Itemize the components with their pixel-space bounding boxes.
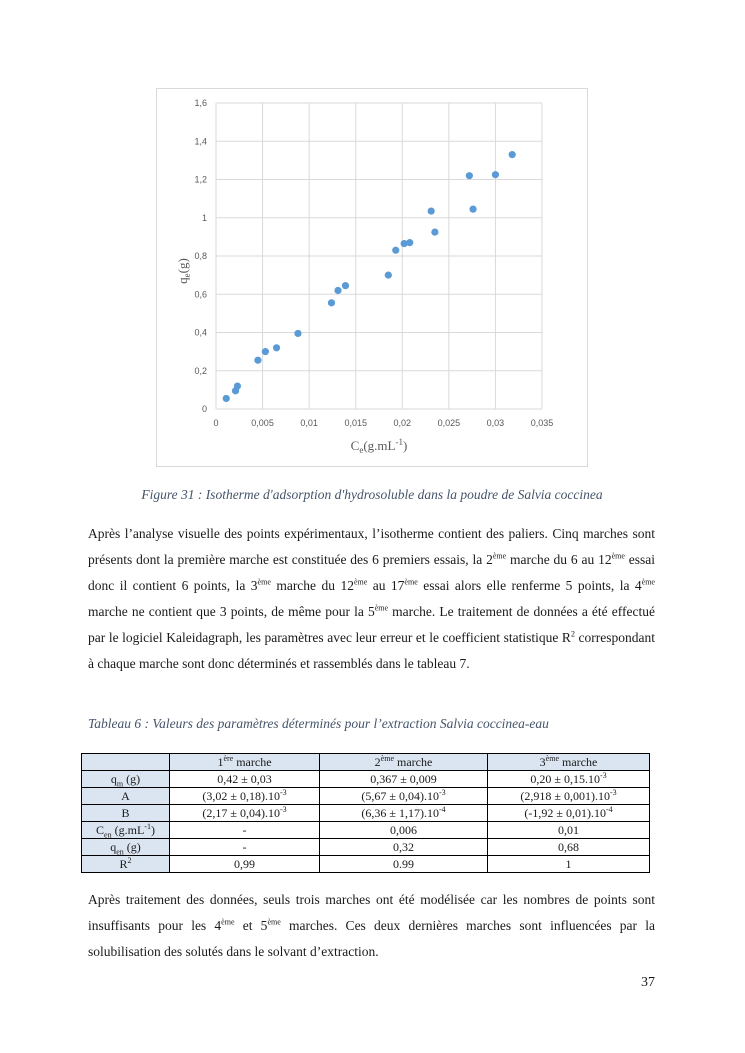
body-paragraph-2: Après traitement des données, seuls trois marches ont été modélisée car les nombres de points sont insuffisants pour les 4ème et 5ème marches. Ces deux dernières marches sont influencées par la solubilisation des solutés dans le solvant d’extraction. [88,892,655,959]
table-cell: 0.99 [320,856,488,873]
row-label-b: B [82,805,170,822]
x-tick-label: 0,03 [486,418,505,428]
parameters-table [81,753,650,873]
table-cell: $(2,918 \pm 0,001).10^{-3}$ [488,788,650,805]
x-tick-label: 0,01 [300,418,318,428]
x-tick-label: 0,035 [530,418,554,428]
data-point [234,382,241,389]
data-point [392,247,399,254]
table-cell: $(5,67 \pm 0,04).10^{-3}$ [320,788,488,805]
data-point [431,228,438,235]
data-point [223,395,230,402]
y-tick-label: 1,2 [194,174,207,185]
y-axis-title: $q_e(g)$ [175,258,192,284]
table-cell: $(2,17 \pm 0,04).10^{-3}$ [170,805,320,822]
page-number: 37 [641,975,655,990]
data-point [328,299,335,306]
table-cell: 0,32 [320,839,488,856]
table-cell: 0,367 ± 0,009 [320,771,488,788]
header-marche-1: 1ère marche [170,754,320,771]
row-label-r2: $R^2$ [82,856,170,873]
x-tick-label: 0,025 [437,418,461,428]
y-tick-label: 0,6 [194,289,207,300]
table-caption: Tableau 6 : Valeurs des paramètres déterminés pour l’extraction Salvia coccinea-eau [88,716,549,731]
table-cell: - [170,822,320,839]
y-tick-label: 1,4 [194,136,207,147]
data-point [492,171,499,178]
header-marche-2: 2ème marche [320,754,488,771]
body-paragraph-1: Après l’analyse visuelle des points expérimentaux, l’isotherme contient des paliers. Cinq marches sont présents dont la première marche est constituée des 6 premiers essais, la 2ème marche du 6 au 12ème essai donc il contient 6 points, la 3ème marche du 12ème au 17ème essai alors elle renferme 5 points, la 4ème marche ne contient que 3 points, de même pour la 5ème marche. Le traitement de données a été effectué par le logiciel Kaleidagraph, les paramètres avec leur erreur et le coefficient statistique $R^2$ correspondant à chaque marche sont donc déterminés et rassemblés dans le tableau 7. [88,526,655,671]
table-row-a [82,788,650,805]
x-tick-label: 0 [213,418,219,428]
row-label-a: A [82,788,170,805]
table-cell: 1 [488,856,650,873]
table-cell: 0,42 ± 0,03 [170,771,320,788]
table-cell: 0,006 [320,822,488,839]
row-label-qm: $q_m$ (g) [82,771,170,788]
data-point [406,239,413,246]
scatter-chart [156,88,588,467]
data-point [262,348,269,355]
figure-caption: Figure 31 : Isotherme d'adsorption d'hydrosoluble dans la poudre de Salvia coccinea [141,487,603,502]
table-cell: $(6,36 \pm 1,17).10^{-4}$ [320,805,488,822]
y-tick-label: 0,2 [194,365,207,376]
x-tick-label: 0,005 [251,418,274,428]
table-row-qen [82,839,650,856]
table-cell: 0,99 [170,856,320,873]
y-tick-label: 0,4 [194,327,207,338]
data-point [273,344,280,351]
scatter-chart-svg [157,89,589,468]
data-point [466,172,473,179]
table-cell: 0,68 [488,839,650,856]
table-header-row [82,754,650,771]
y-tick-label: 0,8 [194,251,207,261]
data-point [334,287,341,294]
data-point [385,272,392,279]
table-cell: $(-1,92 \pm 0,01).10^{-4}$ [488,805,650,822]
data-point [428,207,435,214]
data-point [342,282,349,289]
data-point [509,151,516,158]
x-tick-label: 0,02 [393,418,412,428]
y-tick-label: 0 [201,404,207,414]
table-row-r2 [82,856,650,873]
data-point [294,330,301,337]
data-point [469,206,476,213]
table-cell: $(3,02 \pm 0,18).10^{-3}$ [170,788,320,805]
table-cell: 0,01 [488,822,650,839]
table-cell: - [170,839,320,856]
x-tick-label: 0,015 [344,418,367,428]
table-row-qm [82,771,650,788]
y-tick-label: 1,6 [194,98,207,108]
table-row-cen [82,822,650,839]
header-marche-3: 3ème marche [488,754,650,771]
y-tick-label: 1 [201,212,207,223]
row-label-cen: $C_{en}$ $(g.mL^{-1})$ [82,822,170,839]
row-label-qen: $q_{en}$ (g) [82,839,170,856]
data-point [254,357,261,364]
table-row-b [82,805,650,822]
table-corner-cell [82,754,170,771]
table-cell: $0,20 \pm 0,15.10^{-3}$ [488,771,650,788]
x-axis-title: $C_e(g.mL^{-1})$ [350,437,408,455]
